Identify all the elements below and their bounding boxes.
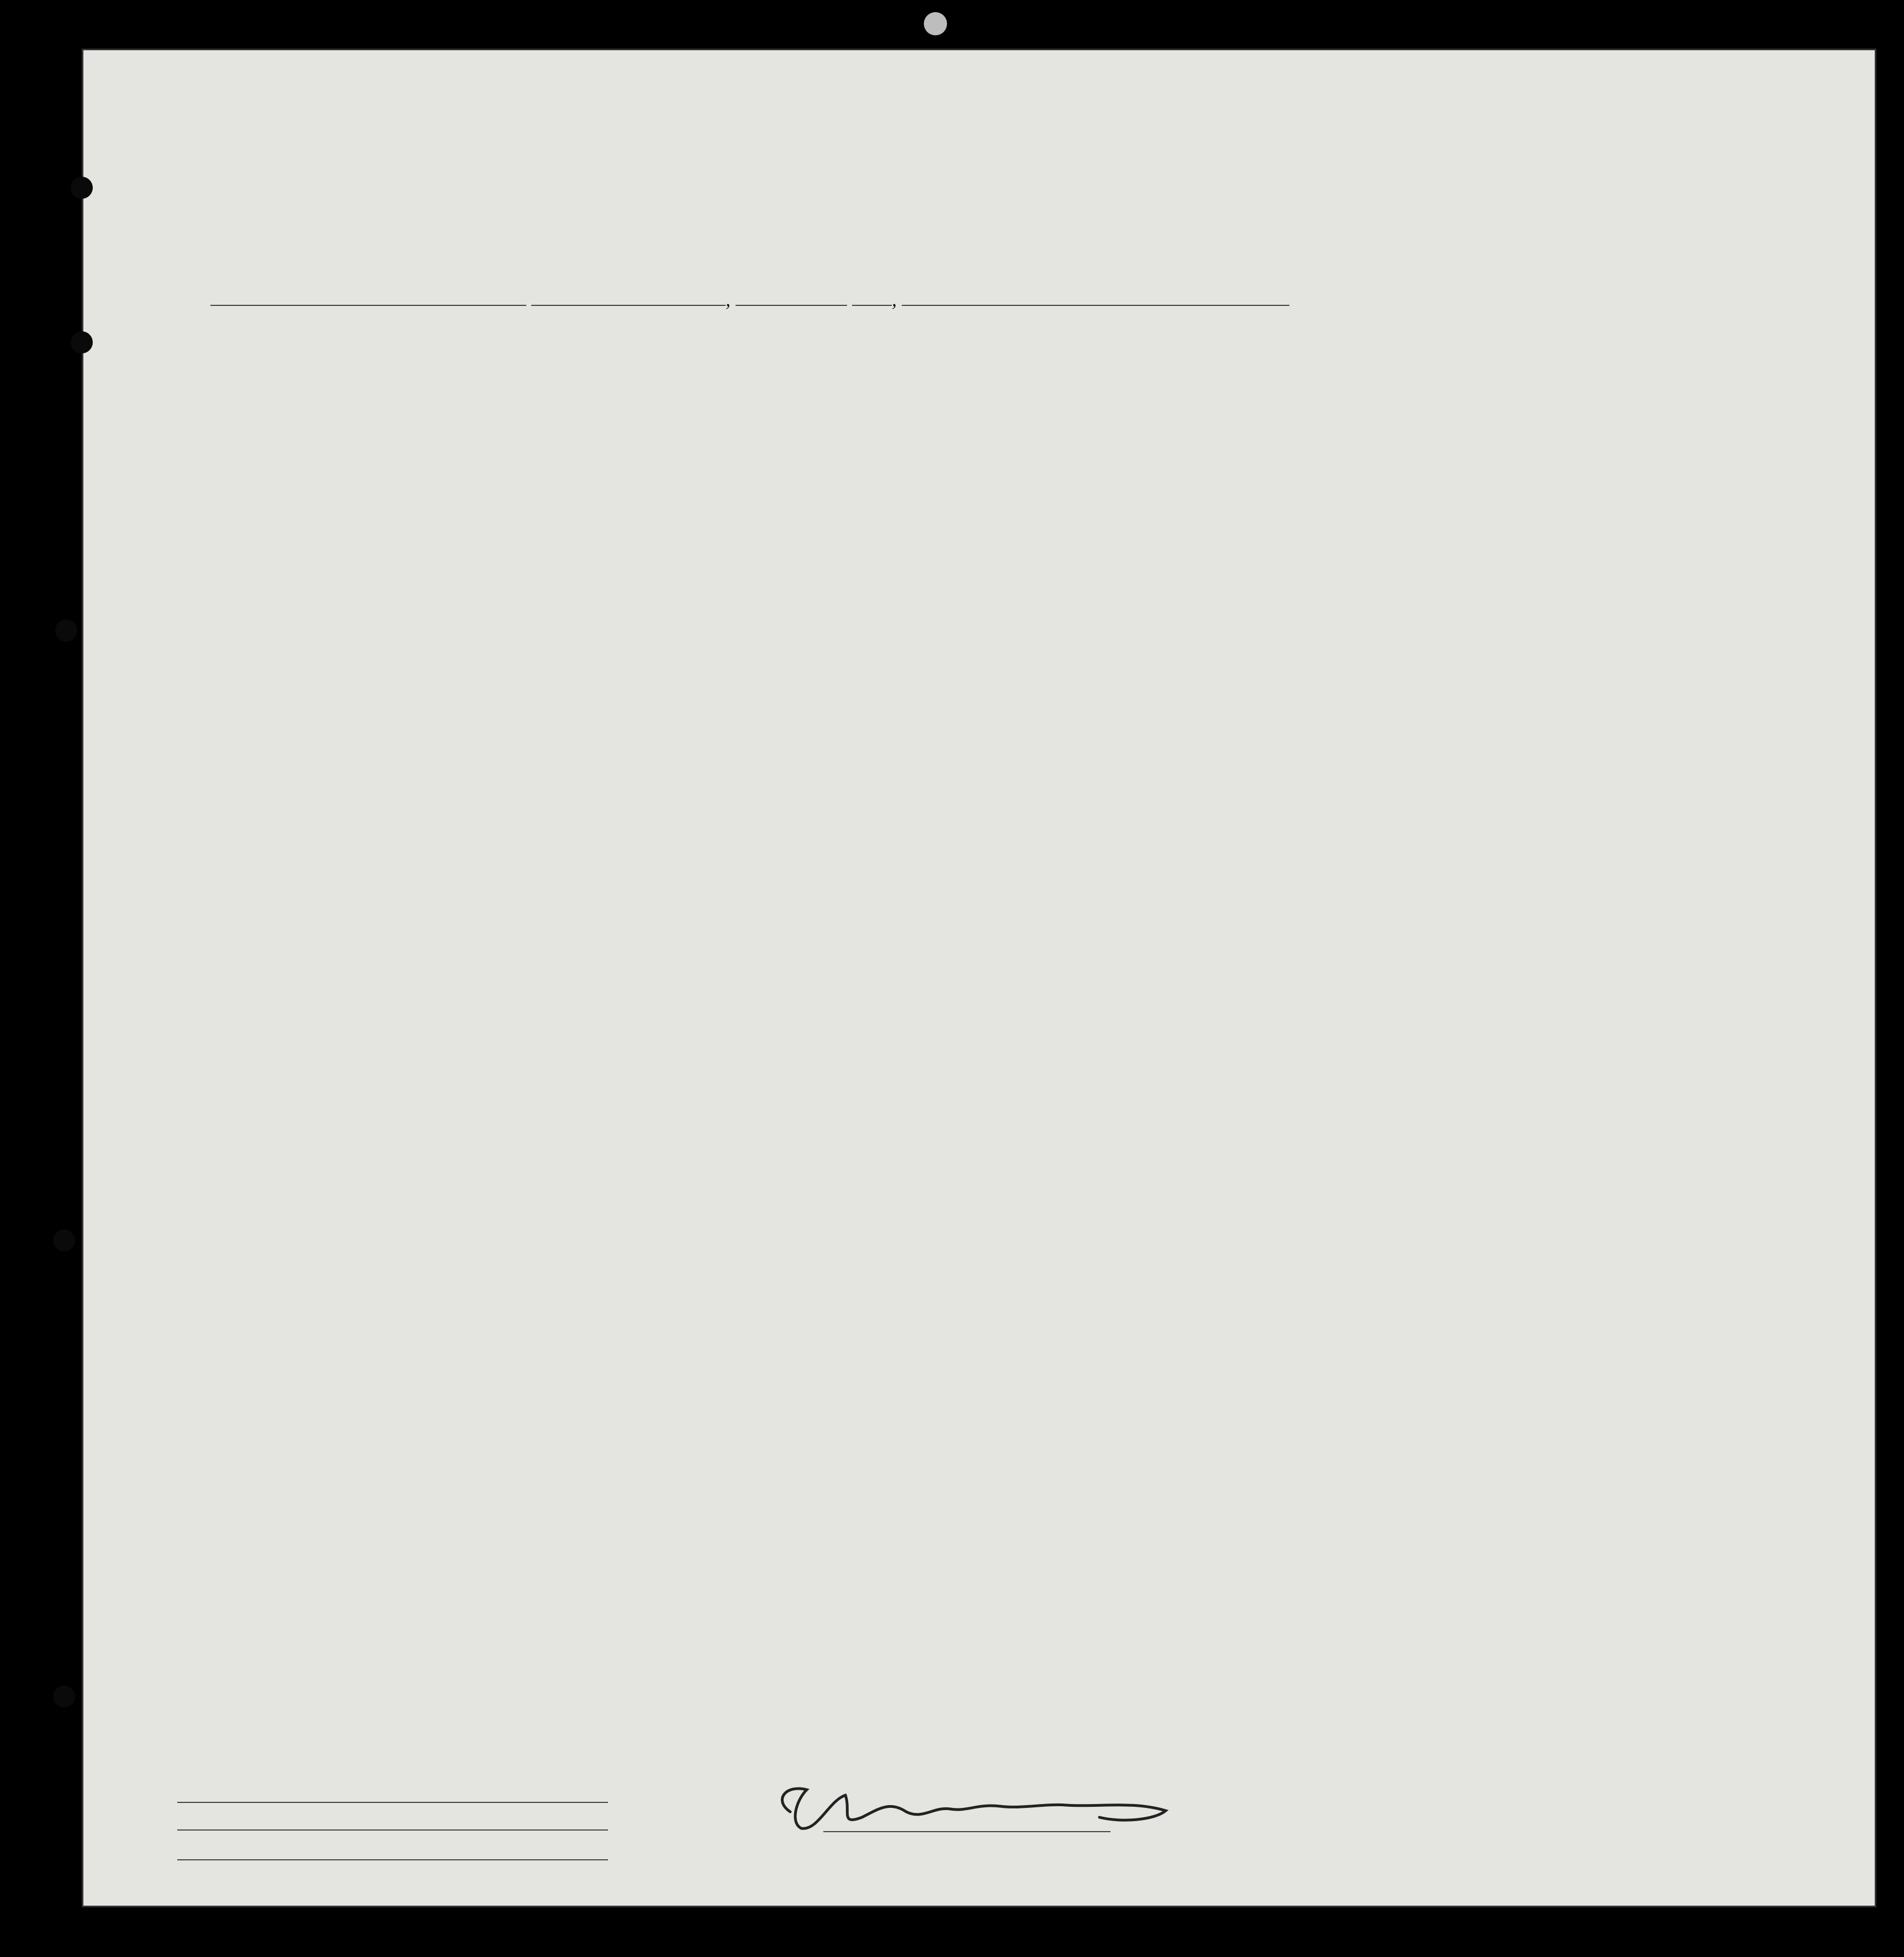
owners-field: [177, 1829, 608, 1831]
binder-hole: [55, 620, 77, 642]
inspector-signature: [768, 1779, 1188, 1839]
manifest-sheet: [82, 49, 1876, 1907]
agents-field: [177, 1859, 608, 1860]
line-field: [177, 1802, 608, 1803]
binder-hole: [53, 1685, 75, 1707]
binder-hole: [53, 1229, 75, 1251]
punch-hole-top: [924, 12, 947, 35]
table-grid: [83, 50, 1875, 1906]
vessel-line: , ,: [210, 288, 1845, 311]
binder-hole: [71, 177, 93, 199]
binder-hole: [71, 331, 93, 353]
